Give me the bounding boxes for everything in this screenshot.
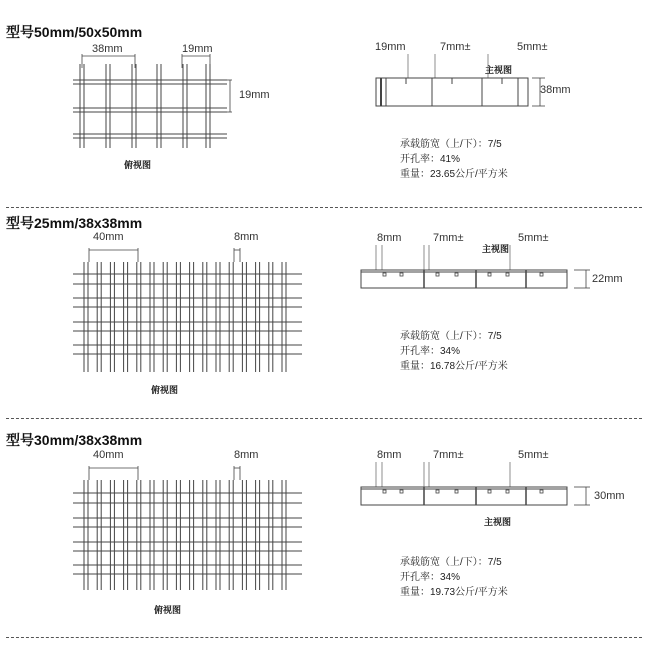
section-3-bar-gap-label: 8mm <box>234 449 259 461</box>
section-1-top-view <box>73 54 232 148</box>
section-2-top-view-caption: 俯视图 <box>151 385 179 395</box>
section-2-title: 型号25mm/38x38mm <box>6 215 143 231</box>
section-1-bar-gap-label: 19mm <box>182 43 213 55</box>
profile-slot <box>506 490 509 493</box>
spec-weight: 重量：16.78公斤/平方米 <box>400 361 508 372</box>
section-2-main-view-caption: 主视图 <box>482 244 510 254</box>
section-1-cross-pitch-label: 19mm <box>239 89 270 101</box>
section-2-main-dim-2: 7mm± <box>433 232 464 244</box>
section-3-pitch-label: 40mm <box>93 449 124 461</box>
section-1-main-dim-3: 5mm± <box>517 41 548 53</box>
section-1-title: 型号50mm/50x50mm <box>6 24 143 40</box>
profile-slot <box>383 490 386 493</box>
spec-open-rate: 开孔率：41% <box>400 154 461 165</box>
profile-slot <box>540 273 543 276</box>
grating-profile <box>361 270 567 288</box>
section-3-main-view <box>361 462 590 505</box>
profile-slot <box>455 490 458 493</box>
section-2-main-view <box>361 245 590 288</box>
section-3-title: 型号30mm/38x38mm <box>6 432 143 448</box>
section-3-main-dim-2: 7mm± <box>433 449 464 461</box>
spec-open-rate: 开孔率：34% <box>400 346 461 357</box>
spec-open-rate: 开孔率：34% <box>400 572 461 583</box>
profile-slot <box>540 490 543 493</box>
spec-weight: 重量：19.73公斤/平方米 <box>400 587 508 598</box>
section-1-top-view-caption: 俯视图 <box>124 160 152 170</box>
section-2-height-label: 22mm <box>592 273 623 285</box>
section-2-top-view <box>73 248 302 372</box>
section-3-main-dim-1: 8mm <box>377 449 402 461</box>
section-1-main-dim-2: 7mm± <box>440 41 471 53</box>
profile-slot <box>488 273 491 276</box>
spec-bar-width: 承载筋宽（上/下）：7/5 <box>400 139 502 150</box>
section-2-bar-gap-label: 8mm <box>234 231 259 243</box>
profile-slot <box>400 490 403 493</box>
section-3-height-label: 30mm <box>594 490 625 502</box>
profile-slot <box>506 273 509 276</box>
section-3-main-dim-3: 5mm± <box>518 449 549 461</box>
section-3-main-view-caption: 主视图 <box>484 517 512 527</box>
profile-slot <box>400 273 403 276</box>
profile-slot <box>383 273 386 276</box>
section-1-main-dim-1: 19mm <box>375 41 406 53</box>
profile-slot <box>455 273 458 276</box>
section-1-pitch-label: 38mm <box>92 43 123 55</box>
spec-weight: 重量：23.65公斤/平方米 <box>400 169 508 180</box>
section-2-main-dim-1: 8mm <box>377 232 402 244</box>
profile-slot <box>436 273 439 276</box>
profile-slot <box>488 490 491 493</box>
profile-slot <box>436 490 439 493</box>
section-1-main-view-caption: 主视图 <box>485 65 513 75</box>
grating-profile <box>361 487 567 505</box>
section-3-top-view-caption: 俯视图 <box>154 605 182 615</box>
section-2-pitch-label: 40mm <box>93 231 124 243</box>
section-3-top-view <box>73 466 302 590</box>
spec-bar-width: 承载筋宽（上/下）：7/5 <box>400 331 502 342</box>
section-1-height-label: 38mm <box>540 84 571 96</box>
section-1-main-view <box>376 54 545 106</box>
section-2-main-dim-3: 5mm± <box>518 232 549 244</box>
spec-bar-width: 承载筋宽（上/下）：7/5 <box>400 557 502 568</box>
